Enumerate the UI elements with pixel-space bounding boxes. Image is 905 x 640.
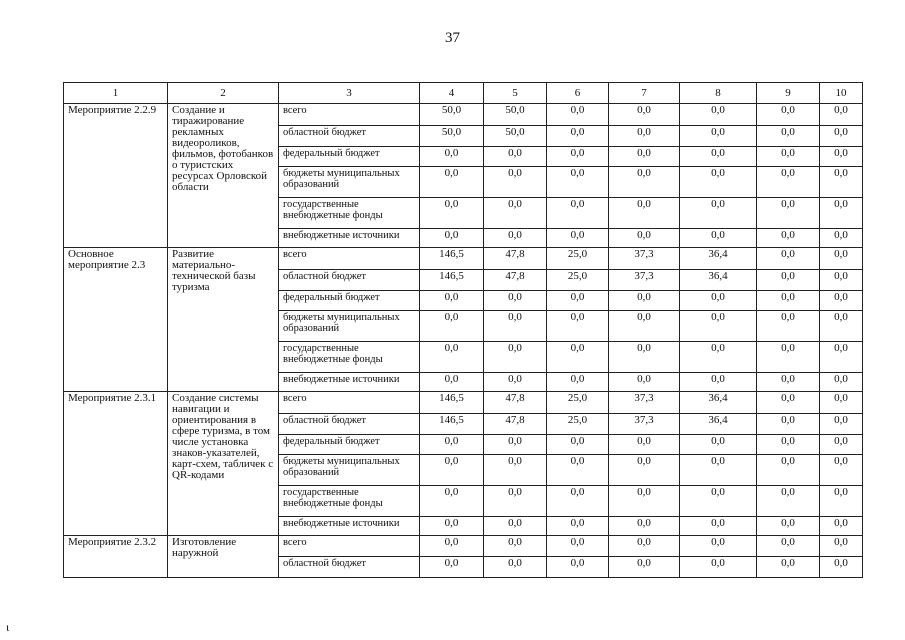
value-cell: 0,0 (680, 486, 757, 517)
margin-mark: ι (6, 620, 10, 634)
value-cell: 0,0 (484, 486, 547, 517)
value-cell: 0,0 (680, 373, 757, 392)
value-cell: 0,0 (609, 167, 680, 198)
value-cell: 0,0 (757, 342, 820, 373)
value-cell: 0,0 (820, 248, 863, 270)
value-cell: 0,0 (680, 229, 757, 248)
value-cell: 0,0 (609, 147, 680, 167)
value-cell: 37,3 (609, 392, 680, 414)
page-number: 37 (445, 30, 460, 46)
value-cell: 0,0 (420, 486, 484, 517)
value-cell: 0,0 (547, 517, 609, 536)
value-cell: 0,0 (757, 229, 820, 248)
value-cell: 0,0 (547, 311, 609, 342)
value-cell: 0,0 (680, 557, 757, 578)
value-cell: 0,0 (757, 435, 820, 455)
value-cell: 0,0 (757, 373, 820, 392)
budget-table (63, 82, 863, 578)
value-cell: 25,0 (547, 414, 609, 435)
value-cell: 50,0 (420, 126, 484, 147)
funding-source: государственные внебюджетные фонды (279, 486, 420, 517)
value-cell: 0,0 (547, 126, 609, 147)
column-header: 7 (609, 83, 680, 104)
activity-name: Мероприятие 2.2.9 (64, 104, 168, 248)
value-cell: 0,0 (547, 229, 609, 248)
value-cell: 0,0 (757, 126, 820, 147)
value-cell: 0,0 (420, 557, 484, 578)
value-cell: 0,0 (820, 373, 863, 392)
value-cell: 0,0 (420, 342, 484, 373)
value-cell: 0,0 (420, 536, 484, 557)
value-cell: 0,0 (820, 455, 863, 486)
funding-source: федеральный бюджет (279, 147, 420, 167)
value-cell: 0,0 (484, 229, 547, 248)
column-header: 5 (484, 83, 547, 104)
value-cell: 0,0 (609, 373, 680, 392)
value-cell: 0,0 (547, 486, 609, 517)
table-row (64, 536, 863, 557)
value-cell: 0,0 (609, 311, 680, 342)
value-cell: 0,0 (757, 557, 820, 578)
funding-source: государственные внебюджетные фонды (279, 342, 420, 373)
value-cell: 0,0 (757, 291, 820, 311)
value-cell: 0,0 (484, 167, 547, 198)
value-cell: 0,0 (484, 311, 547, 342)
value-cell: 0,0 (484, 373, 547, 392)
column-header: 9 (757, 83, 820, 104)
value-cell: 0,0 (820, 311, 863, 342)
value-cell: 25,0 (547, 392, 609, 414)
value-cell: 0,0 (484, 198, 547, 229)
value-cell: 0,0 (547, 167, 609, 198)
value-cell: 0,0 (757, 104, 820, 126)
value-cell: 146,5 (420, 248, 484, 270)
value-cell: 146,5 (420, 392, 484, 414)
value-cell: 0,0 (420, 373, 484, 392)
table-row (64, 248, 863, 270)
value-cell: 0,0 (420, 147, 484, 167)
value-cell: 0,0 (757, 517, 820, 536)
column-header: 4 (420, 83, 484, 104)
value-cell: 0,0 (547, 536, 609, 557)
value-cell: 0,0 (609, 342, 680, 373)
value-cell: 0,0 (609, 291, 680, 311)
value-cell: 36,4 (680, 392, 757, 414)
value-cell: 50,0 (420, 104, 484, 126)
value-cell: 25,0 (547, 248, 609, 270)
funding-source: областной бюджет (279, 270, 420, 291)
column-header: 8 (680, 83, 757, 104)
value-cell: 0,0 (609, 126, 680, 147)
value-cell: 0,0 (757, 248, 820, 270)
value-cell: 0,0 (547, 557, 609, 578)
activity-name: Мероприятие 2.3.2 (64, 536, 168, 578)
value-cell: 0,0 (609, 229, 680, 248)
value-cell: 47,8 (484, 392, 547, 414)
value-cell: 50,0 (484, 126, 547, 147)
header-row (64, 83, 863, 104)
value-cell: 0,0 (420, 198, 484, 229)
value-cell: 0,0 (680, 104, 757, 126)
value-cell: 0,0 (547, 455, 609, 486)
value-cell: 37,3 (609, 270, 680, 291)
value-cell: 0,0 (820, 229, 863, 248)
value-cell: 0,0 (484, 342, 547, 373)
value-cell: 37,3 (609, 414, 680, 435)
activity-name: Основное мероприятие 2.3 (64, 248, 168, 392)
value-cell: 0,0 (820, 270, 863, 291)
value-cell: 0,0 (680, 167, 757, 198)
funding-source: бюджеты муниципальных образований (279, 167, 420, 198)
value-cell: 0,0 (484, 536, 547, 557)
value-cell: 0,0 (609, 557, 680, 578)
value-cell: 0,0 (820, 392, 863, 414)
value-cell: 0,0 (757, 414, 820, 435)
value-cell: 0,0 (680, 455, 757, 486)
activity-description: Создание системы навигации и ориентирования в сфере туризма, в том числе установка знаков-указателей, карт-схем, табличек с QR-кодами (168, 392, 279, 536)
value-cell: 0,0 (757, 198, 820, 229)
value-cell: 0,0 (547, 342, 609, 373)
value-cell: 0,0 (484, 435, 547, 455)
value-cell: 0,0 (547, 147, 609, 167)
value-cell: 0,0 (420, 455, 484, 486)
funding-source: бюджеты муниципальных образований (279, 455, 420, 486)
value-cell: 0,0 (547, 373, 609, 392)
table-row (64, 392, 863, 414)
value-cell: 25,0 (547, 270, 609, 291)
value-cell: 0,0 (547, 104, 609, 126)
value-cell: 0,0 (609, 536, 680, 557)
value-cell: 0,0 (820, 126, 863, 147)
funding-source: областной бюджет (279, 557, 420, 578)
funding-source: бюджеты муниципальных образований (279, 311, 420, 342)
value-cell: 36,4 (680, 270, 757, 291)
value-cell: 0,0 (547, 291, 609, 311)
value-cell: 0,0 (484, 455, 547, 486)
value-cell: 0,0 (820, 414, 863, 435)
value-cell: 0,0 (820, 198, 863, 229)
value-cell: 0,0 (420, 435, 484, 455)
table-body (64, 104, 863, 578)
column-header: 2 (168, 83, 279, 104)
value-cell: 0,0 (820, 435, 863, 455)
value-cell: 0,0 (420, 291, 484, 311)
value-cell: 0,0 (680, 342, 757, 373)
column-header: 1 (64, 83, 168, 104)
value-cell: 0,0 (680, 536, 757, 557)
value-cell: 0,0 (609, 517, 680, 536)
value-cell: 0,0 (757, 455, 820, 486)
value-cell: 0,0 (609, 198, 680, 229)
value-cell: 47,8 (484, 414, 547, 435)
column-header: 6 (547, 83, 609, 104)
funding-source: областной бюджет (279, 414, 420, 435)
value-cell: 0,0 (820, 147, 863, 167)
funding-source: федеральный бюджет (279, 435, 420, 455)
value-cell: 0,0 (680, 291, 757, 311)
value-cell: 37,3 (609, 248, 680, 270)
activity-description: Изготовление наружной (168, 536, 279, 578)
value-cell: 146,5 (420, 414, 484, 435)
value-cell: 0,0 (680, 311, 757, 342)
value-cell: 36,4 (680, 248, 757, 270)
value-cell: 0,0 (680, 435, 757, 455)
value-cell: 0,0 (484, 147, 547, 167)
value-cell: 0,0 (820, 557, 863, 578)
value-cell: 50,0 (484, 104, 547, 126)
value-cell: 0,0 (757, 270, 820, 291)
value-cell: 0,0 (757, 392, 820, 414)
activity-name: Мероприятие 2.3.1 (64, 392, 168, 536)
value-cell: 0,0 (547, 198, 609, 229)
funding-source: всего (279, 104, 420, 126)
value-cell: 0,0 (680, 198, 757, 229)
value-cell: 0,0 (484, 557, 547, 578)
funding-source: государственные внебюджетные фонды (279, 198, 420, 229)
value-cell: 0,0 (680, 517, 757, 536)
value-cell: 0,0 (484, 291, 547, 311)
value-cell: 0,0 (820, 104, 863, 126)
activity-description: Развитие материально-технической базы туризма (168, 248, 279, 392)
value-cell: 0,0 (757, 167, 820, 198)
value-cell: 0,0 (820, 291, 863, 311)
funding-source: областной бюджет (279, 126, 420, 147)
value-cell: 0,0 (420, 517, 484, 536)
value-cell: 0,0 (680, 147, 757, 167)
table-row (64, 104, 863, 126)
funding-source: внебюджетные источники (279, 373, 420, 392)
value-cell: 47,8 (484, 248, 547, 270)
activity-description: Создание и тиражирование рекламных видеороликов, фильмов, фотобанков о туристских ресурсах Орловской области (168, 104, 279, 248)
value-cell: 0,0 (820, 486, 863, 517)
column-header: 10 (820, 83, 863, 104)
value-cell: 0,0 (484, 517, 547, 536)
column-header: 3 (279, 83, 420, 104)
value-cell: 0,0 (820, 517, 863, 536)
value-cell: 0,0 (820, 167, 863, 198)
value-cell: 0,0 (609, 455, 680, 486)
funding-source: всего (279, 392, 420, 414)
value-cell: 0,0 (420, 229, 484, 248)
value-cell: 0,0 (609, 104, 680, 126)
funding-source: всего (279, 536, 420, 557)
value-cell: 0,0 (420, 311, 484, 342)
funding-source: внебюджетные источники (279, 229, 420, 248)
value-cell: 0,0 (680, 126, 757, 147)
value-cell: 0,0 (820, 342, 863, 373)
funding-source: внебюджетные источники (279, 517, 420, 536)
value-cell: 0,0 (420, 167, 484, 198)
funding-source: всего (279, 248, 420, 270)
value-cell: 0,0 (757, 486, 820, 517)
value-cell: 0,0 (757, 147, 820, 167)
value-cell: 47,8 (484, 270, 547, 291)
value-cell: 0,0 (609, 435, 680, 455)
value-cell: 0,0 (757, 536, 820, 557)
value-cell: 0,0 (547, 435, 609, 455)
value-cell: 0,0 (820, 536, 863, 557)
funding-source: федеральный бюджет (279, 291, 420, 311)
value-cell: 36,4 (680, 414, 757, 435)
value-cell: 0,0 (757, 311, 820, 342)
value-cell: 0,0 (609, 486, 680, 517)
value-cell: 146,5 (420, 270, 484, 291)
